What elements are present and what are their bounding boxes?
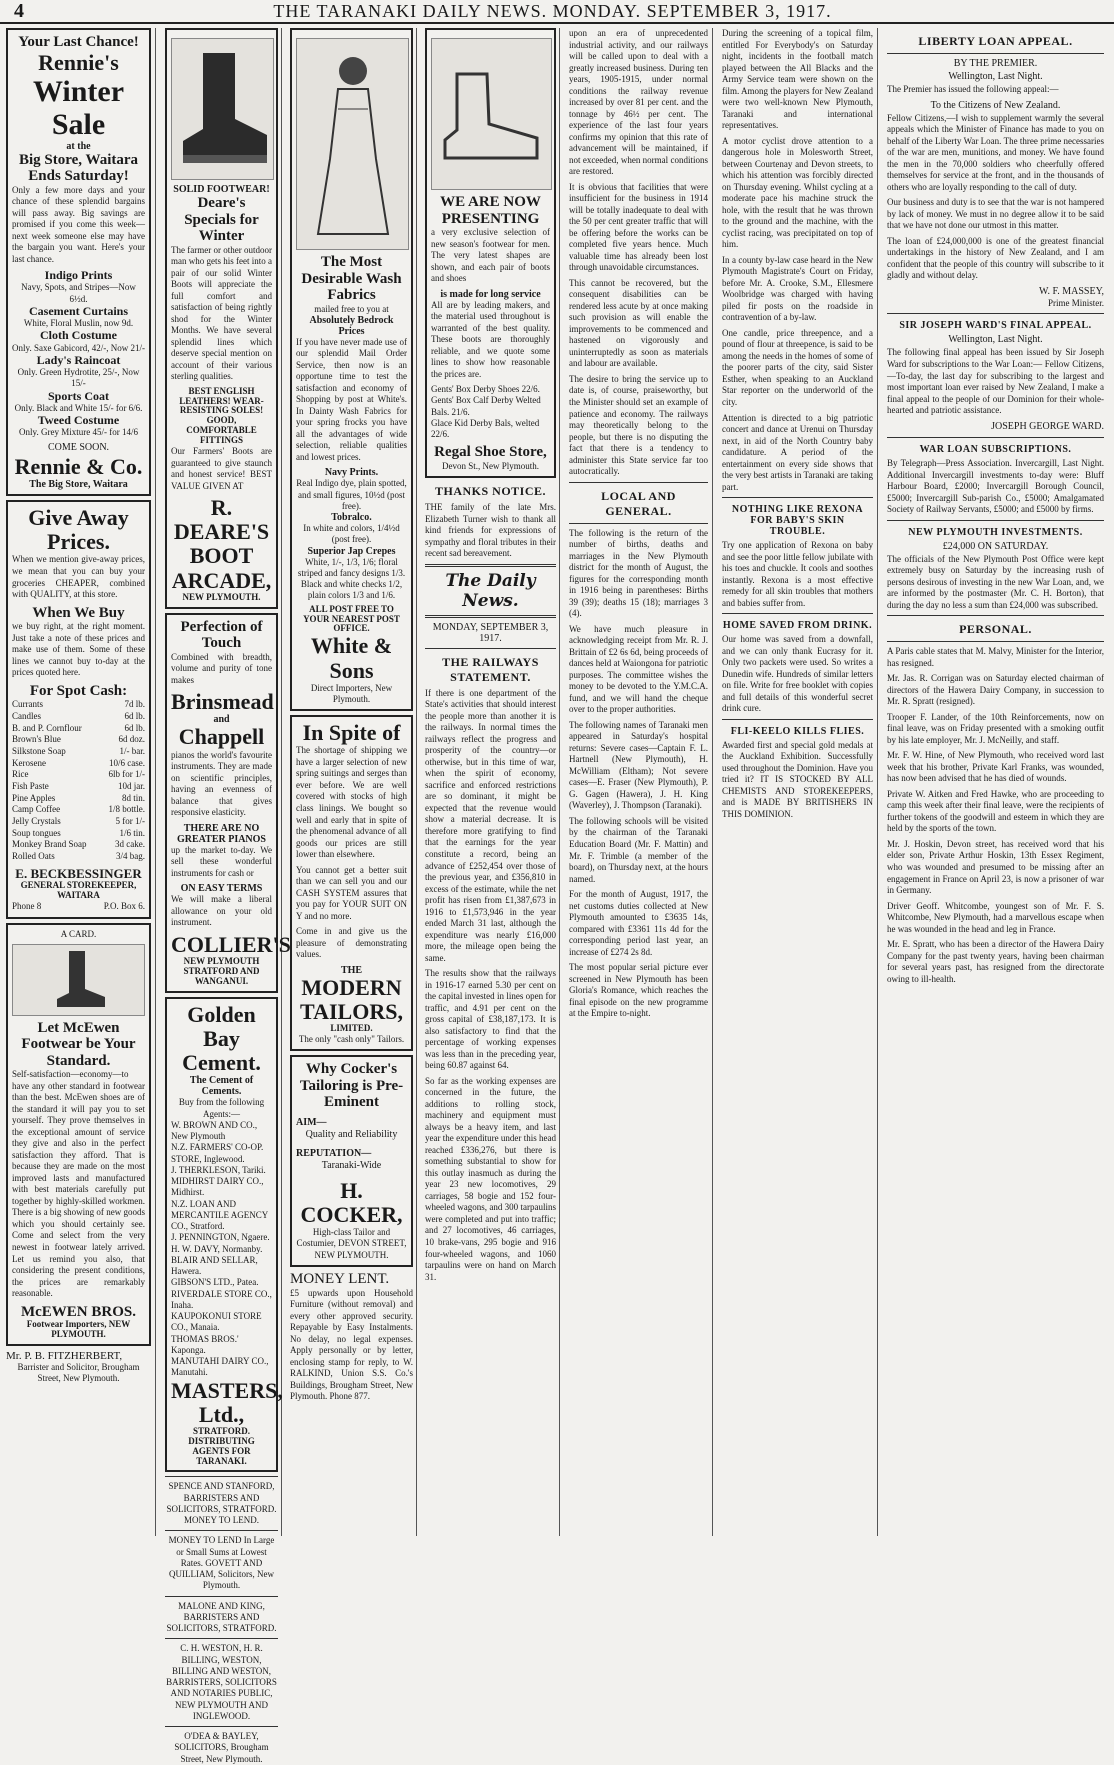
ward-signature: JOSEPH GEORGE WARD. [991,420,1104,432]
boot-illustration [12,944,145,1016]
np-body: The officials of the New Plymouth Post Office were kept extremely busy on Saturday by the increasing rush of persons desirous of investing in the new War Loan, and, we are informed by the postmaster (Mr. C. H. Borton), that during the day no less a sum than £24,000 was subscribed. [887,553,1104,610]
inspite-invite: Come in and give us the pleasure of demonstrating values. [296,926,407,960]
railways-paragraph: So far as the working expenses are concerned in the future, the additions to rolling stock, machinery and equipment must always be a heavy item, and last year the expenditure under this head reached £336,276, but there is something substantial to show for this outlay inasmuch as during the year 23 new locomotives, 29 carriages, 58 bogie and 152 four-wheeled wagons, and 300 tarpaulins were completed and put into traffic; and 27 locomotives, 46 carriages, 10 brake-vans, 295 bogie and 916 four-wheeled wagons, and 1060 tarpaulins were on hand on March 31. [425,1075,556,1282]
chappell-brand: Chappell [178,724,265,750]
subs-body: By Telegraph—Press Association. Invercargill, Last Night. Additional Invercargill investments to-day were: Bluff Harbour Board, £2000; Invercargill Borough Council, £5000; Invercargill Sub-parish Co., £5000; Amalgamated Society of Railway Servants, £5000; and £5000 by firms. [887,458,1104,515]
modern-tailors-ltd: LIMITED. [330,1023,373,1034]
column-7 [883,28,1108,1536]
white-firm: White & Sons [310,633,393,683]
white-sons-ad [290,28,413,711]
column-6 [718,28,878,1536]
cocker-firm: H. COCKER, [300,1177,403,1227]
woman-figure-icon [308,49,398,239]
mcewen-firm: McEWEN BROS. [20,1303,136,1320]
inspite-the: THE [340,964,363,976]
agent-item: RIVERDALE STORE CO., Inaha. [171,1288,272,1310]
regal-made: is made for long service [440,288,541,300]
regal-price: Gents' Box Derby Shoes 22/6. [431,384,540,395]
newspaper-nameplate: The Daily News. [445,570,536,611]
flies-headline: FLI-KEELO KILLS FLIES. [730,725,865,737]
rennie-item-detail: Only. Saxe Gabicord, 42/-, Now 21/- [12,342,145,353]
collier-market: up the market to-day. We sell these wonderful instruments for cash or [171,844,272,878]
rennie-ends: Ends Saturday! [28,168,129,185]
collier-terms: ON EASY TERMS [180,883,263,895]
price-row: Pine Apples 8d tin. [12,792,145,803]
railways-continued: This cannot be recovered, but the consequent disabilities can be rendered less acute by at once making such provision as will enable the improvements to be commenced and hastened on vigorously and uninterruptedly as soon as materials and labour are available. [569,277,708,369]
rennie-item-name: Indigo Prints [44,268,113,283]
beck-headline: Give Away Prices. [28,505,129,555]
fitzherbert-card-sub: Barrister and Solicitor, Brougham Street, New Plymouth. [17,1361,140,1384]
mcewen-headline: Let McEwen Footwear be Your Standard. [21,1019,136,1069]
rennie-intro: Only a few more days and your chance of these splendid bargains will pass away. Big savings are promised if you come this week—next week someone else may have the bargain you want. Here's your last chance. [12,184,145,264]
white-item-name: Navy Prints. [324,467,379,479]
cement-firm-sub: STRATFORD. DISTRIBUTING AGENTS FOR TARANAKI. [188,1425,255,1466]
agent-item: KAUPOKONUI STORE CO., Manaia. [171,1311,262,1333]
beck-when: When We Buy [32,604,125,621]
rennie-coming-soon: COME SOON. [47,442,110,454]
local-paragraph: The following is the return of the number of births, deaths and marriages in the New Plymouth district for the month of August, the figures for the corresponding month in 1916 being in parentheses: Births 39 (39); deaths 15 (18); marriages 3 (4). [569,527,708,619]
personal-paragraph: Mr. J. Hoskin, Devon street, has received word that his elder son, Private Arthur Hoskin, 13th Essex Regiment, who was wounded and presumed to be missing after an engagement in France on April 23, is now a prisoner of war in Germany. [887,838,1104,896]
brinsmead-brand: Brinsmead [171,689,274,715]
cocker-rep-text: Taranaki-Wide [321,1160,382,1172]
railways-continued: upon an era of unprecedented industrial activity, and our railways will be called upon to deal with a greatly increased business. During ten years, 1905-1915, under normal conditions the railway revenue increased by over 81 per cent. and the tonnage by 46½ per cent. The experience of the last four years confirms my opinion that this rate of advancement will be maintained, if not exceeded, when normal conditions are restored. [569,28,708,177]
beck-firm: E. BECKBESSINGER [15,865,142,881]
personal-paragraph: A Paris cable states that M. Malvy, Minister for the Interior, has resigned. [887,646,1104,668]
beck-contact: Phone 8 P.O. Box 6. [12,900,145,911]
boot-icon [49,949,109,1011]
regal-body: a very exclusive selection of new season's footwear for men. The very latest shapes are shown, and each pair of boots and shoes [431,227,550,284]
mcewen-ad [6,923,151,1346]
white-sub: mailed free to you at [314,303,389,314]
beck-firm-sub: GENERAL STOREKEEPER, WAITARA [20,880,137,900]
white-body: If you have never made use of our splendid Mail Order Service, then now is an opportune time to test the satisfaction and economy of Shopping by post at White's. In Dainty Wash Fabrics for your spring frocks you have all the advantages of wide selection, reliable qualities and lowest prices. [296,336,407,462]
column-2 [162,28,291,1764]
local-paragraph: We have much pleasure in acknowledging receipt from Mr. R. J. Brittain of £2 6s 6d, being proceeds of dances held at Waiongona for patriotic purposes. The committee wishes the money to be devoted to the Y.M.C.A. fund, and we will hand the cheque over to the proper authorities. [569,623,708,715]
local-paragraph: The following schools will be visited by the chairman of the Taranaki Education Board (Mr. F. Mattin) and Mr. F. Trimble (a member of the board), on Thursday next, at the hours named. [569,815,708,884]
rennie-item-detail: Only. Green Hydrotite, 25/-, Now 15/- [17,367,140,389]
shoe-illustration [431,38,552,190]
agent-item: GIBSON'S LTD., Patea. [171,1277,259,1288]
collier-firm: COLLIER'S [171,931,291,957]
railways-continued: The desire to bring the service up to date is, of course, praiseworthy, but the Minister should set an example of patience and economy. The railways may theoretically belong to the people, but there is no disputing the fact that there is a tendency to administer this State service far too autocratically. [569,373,708,477]
cocker-firm-sub: High-class Tailor and Costumier, DEVON STREET, NEW PLYMOUTH. [296,1227,407,1260]
beckbessinger-ad [6,500,151,918]
white-item-detail: In white and colors, 1/4½d (post free). [303,523,400,545]
deare-footer: Our Farmers' Boots are guaranteed to give staunch and honest service! BEST VALUE GIVEN AT [171,446,272,491]
personal-headline: PERSONAL. [959,622,1032,637]
regal-ad [425,28,556,478]
deare-body: The farmer or other outdoor man who gets his feet into a pair of our solid Winter Boots will appreciate the full comfort and satisfaction of being rightly shod for the Winter Months. We have several splendid lines which deserve special mention on account of their various sterling qualities. [171,244,272,382]
personal-paragraph: Mr. E. Spratt, who has been a director of the Hawera Dairy Company for the past twenty years, having been chairman for several years past, has resigned from the directorate owing to ill-health. [887,939,1104,984]
price-row: Soup tongues 1/6 tin. [12,827,145,838]
professional-card: O'DEA & BAYLEY, SOLICITORS, Brougham Street, New Plymouth. [174,1731,269,1764]
price-row: Brown's Blue 6d doz. [12,734,145,745]
price-row: Camp Coffee 1/8 bottle. [12,804,145,815]
agent-item: N.Z. LOAN AND MERCANTILE AGENCY CO., Stratford. [171,1198,268,1232]
mcewen-card: A CARD. [60,928,97,939]
page-number: 4 [14,0,25,22]
news-paragraph: During the screening of a topical film, entitled For Everybody's on Saturday night, incidents in the football match played between the All Blacks and the Army Service team were shown on the film. Among the players for New Zealand were two well-known New Plymouth, Taranaki and international representatives. [722,28,873,131]
beck-spot: For Spot Cash: [29,682,128,699]
subs-headline: WAR LOAN SUBSCRIPTIONS. [919,444,1072,456]
modern-tailors-sub: The only "cash only" Tailors. [298,1033,405,1044]
news-paragraph: One candle, price threepence, and a pound of flour at threepence, is said to be among the needs in the homes of some of the poorer parts of the city, said Sister Esther, when speaking to an Auckland Star reporter on the underworld of the city. [722,327,873,407]
railways-continued: It is obvious that facilities that were insufficient for the business in 1914 will be totally inadequate to deal with the 50 per cent greater traffic that will be offering before the works can be completed five years hence. Much valuable time has already been lost through unavoidable circumstances. [569,181,708,273]
local-paragraph: For the month of August, 1917, the net customs duties collected at New Plymouth amounted to £3635 14s, compared with £3361 11s 4d for the corresponding period last year, an increase of £274 2s 8d. [569,889,708,957]
rennie-item-detail: White, Floral Muslin, now 9d. [23,318,134,329]
deare-ad [165,28,278,609]
cement-buy: Buy from the following Agents:— [178,1097,265,1119]
collier-intro: Combined with breadth, volume and purity of tone makes [171,651,272,685]
agent-item: J. THERKLESON, Tariki. [171,1164,266,1175]
loan-dateline: Wellington, Last Night. [948,71,1043,82]
rennie-item-detail: Only. Grey Mixture 45/- for 14/6 [19,427,138,438]
railways-paragraph: The results show that the railways in 1916-17 earned 5.30 per cent on the capital invested in lines open for traffic, and 4.91 per cent on the gross capital of £38,187,173. It is also satisfactory to find that the percentage of working expenses was less than in the preceding year, being 60.87 against 64. [425,968,556,1071]
agent-item: BLAIR AND SELLAR, Hawera. [171,1254,258,1277]
collier-ad [165,613,291,993]
deare-list: BEST ENGLISH LEATHERS! WEAR-RESISTING SOLES! GOOD, COMFORTABLE FITTINGS [179,385,264,446]
white-item-detail: White, 1/-, 1/3, 1/6; floral striped and fancy designs 1/3. Black and white checks 1/2, plain colors 1/3 and 1/6. [297,556,406,601]
loan-headline: LIBERTY LOAN APPEAL. [918,34,1073,48]
price-row: B. and P. Cornflour 6d lb. [12,722,145,733]
rennie-item-detail: Only. Black and White 15/- for 6/6. [14,402,143,413]
deare-firm: R. DEARE'S BOOT ARCADE, [171,495,272,593]
agent-item: W. BROWN AND CO., New Plymouth [171,1119,258,1142]
mcewen-body: Self-satisfaction—economy—to have any other standard in footwear than the best. McEwen shoes are of the standard it will pay you to set yourself. They prove themselves in the exceptional amount of service they give and also in the perfect satisfaction they afford. That is because they are made on the most improved lasts and manufactured with best materials carefully put together by highly-skilled workmen. There is a big showing of new goods which you should certainly see. Come and select from the very newest in footwear lately arrived. Let us remind you also, that considering the present conditions, the prices are remarkably reasonable. [12,1069,145,1299]
cement-sub: The Cement of Cements. [189,1075,254,1098]
loan-intro: The Premier has issued the following appeal:— [887,84,1059,94]
loan-paragraph: Our business and duty is to see that the war is not hampered by lack of money. We must in no degree allow it to be said that we have not done our utmost in this matter. [887,197,1104,231]
agent-item: H. W. DAVY, Normanby. [171,1243,263,1254]
mcewen-firm-sub: Footwear Importers, NEW PLYMOUTH. [26,1319,131,1339]
personal-paragraph: Mr. Jas. R. Corrigan was on Saturday elected chairman of directors of the Hawera Dairy Company, in succession to Mr. R. Spratt (resigned). [887,673,1104,707]
np-sub: £24,000 ON SATURDAY. [942,540,1049,552]
work-boot-icon [173,49,273,169]
rennie-item-name: Tweed Costume [37,412,120,427]
professional-card: MALONE AND KING, BARRISTERS AND SOLICITORS, STRATFORD. [166,1600,277,1634]
rennie-ad [6,28,151,496]
rennie-firm-sub: The Big Store, Waitara [29,479,128,491]
editorial-dateline: MONDAY, SEPTEMBER 3, 1917. [432,621,549,644]
regal-firm: Regal Shoe Store, [434,444,547,461]
rennie-item-detail: Navy, Spots, and Stripes—Now 6½d. [21,282,136,304]
beck-price-list [12,699,145,863]
collier-allowance: We will make a liberal allowance on your old instrument. [171,894,272,928]
drink-body: Our home was saved from a downfall, and we can only thank Eucrasy for it. Only two packets were used. So writes a Dunedin wife. Hundreds of similar letters on file. Write for free booklet with copies and full details of this wonderful secret drink cure. [722,634,873,714]
railways-headline: THE RAILWAYS STATEMENT. [442,654,539,684]
price-row: Rice 6lb for 1/- [12,769,145,780]
cocker-headline: Why Cocker's Tailoring is Pre-Eminent [299,1061,404,1111]
cocker-rep: REPUTATION— [296,1147,372,1159]
regal-headline: WE ARE NOW PRESENTING [440,194,541,227]
price-row: Kerosene 10/6 case. [12,757,145,768]
rennie-item-name: Cloth Costume [40,328,117,343]
loan-address: To the Citizens of New Zealand. [930,99,1061,111]
thanks-headline: THANKS NOTICE. [434,484,547,499]
rennie-item-name: Sports Coat [47,388,109,403]
inspite-body: The shortage of shipping we have a larger selection of new spring suitings and serges than ever before. We are well covered with stocks of high class linings. We bought so well and early that in spite of the phenomenal advance of all goods our prices are still lower than elsewhere. [296,745,407,860]
cocker-aim-text: Quality and Reliability [305,1129,398,1141]
thanks-body: THE family of the late Mrs. Elizabeth Turner wish to thank all kind friends for expressions of sympathy and floral tributes in their recent sad bereavement. [425,502,556,559]
agent-item: MANUTAHI DAIRY CO., Manutahi. [171,1356,269,1378]
price-row: Jelly Crystals 5 for 1/- [12,816,145,826]
loan-paragraph: The loan of £24,000,000 is one of the greatest financial undertakings in the history of New Zealand, and I am confident that the people of this country will subscribe to it gladly and without delay. [887,235,1104,281]
price-row: Silkstone Soap 1/- bar. [12,745,145,756]
rennie-item-name: Casement Curtains [29,303,128,318]
local-general-headline: LOCAL AND GENERAL. [601,488,676,518]
agent-item: J. PENNINGTON, Ngaere. [171,1232,270,1243]
loan-signature: W. F. MASSEY, [1038,285,1104,297]
personal-paragraph: Mr. F. W. Hine, of New Plymouth, who received word last week that his brother, Private Karl Franks, was wounded, has now been advised that he has died of wounds. [887,750,1104,784]
collier-firm-sub: NEW PLYMOUTH STRATFORD AND WANGANUI. [183,956,260,986]
local-paragraph: The following names of Taranaki men appeared in Saturday's hospital returns: Severe cases—Captain F. L. Hartnell (New Plymouth), H. McWilliam (Eltham); Not severe cases—E. Fraser (New Plymouth), P. G. Gagen (Hawera), J. H. King (Waverley), J. Thompson (Taranaki). [569,719,708,811]
boot-illustration [171,38,274,180]
cocker-ad [290,1055,413,1267]
deare-label: SOLID FOOTWEAR! [173,184,270,195]
collier-no-increase: THERE ARE NO GREATER PIANOS [177,822,266,845]
rennie-item-name: Lady's Raincoat [36,352,121,367]
masthead-title: THE TARANAKI DAILY NEWS. MONDAY. SEPTEMBER 3, 1917. [273,0,832,21]
regal-firm-sub: Devon St., New Plymouth. [441,460,539,471]
rennie-brand: Rennie's [38,49,119,75]
inspite-cannot: You cannot get a better suit than we can sell you and our CASH SYSTEM assures that you pay for YOUR SUIT ON Y and no more. [296,864,407,921]
regal-price: Glace Kid Derby Bals, welted 22/6. [431,417,540,440]
price-row: Currants 7d lb. [12,699,145,710]
white-firm-sub: Direct Importers, New Plymouth. [310,682,393,704]
local-paragraph: The most popular serial picture ever screened in New Plymouth has been Gloria's Romance, which reaches the final episode on the new programme at the Empire to-night. [569,962,708,1019]
column-4 [422,28,560,1536]
column-5 [565,28,713,1536]
ward-dateline: Wellington, Last Night. [948,334,1043,346]
shoe-icon [437,54,547,174]
inspite-headline: In Spite of [302,720,401,746]
price-row: Candles 6d lb. [12,710,145,721]
rexona-headline: NOTHING LIKE REXONA FOR BABY'S SKIN TROUBLE. [731,504,864,538]
collier-headline: Perfection of Touch [180,618,263,652]
modern-tailors-firm: MODERN TAILORS, [300,974,403,1024]
loan-paragraph: Fellow Citizens,—I wish to supplement warmly the several appeals which the Minister of Finance has made to you on behalf of the Liberty War Loan. The three prime necessaries of the war are men, munitions, and money. We have found the men in the 70,000 soldiers who cheerfully offered themselves for service at the front, and in the thousands of others who are loyally responding to the call of duty. [887,112,1104,192]
price-row: Fish Paste 10d jar. [12,780,145,791]
railways-paragraph: If there is one department of the State's activities that should interest the people more than another it is the railways. In normal times the railways reflect the progress and prosperity of the country—or otherwise, but in this time of war, when the spirit of economy, sacrifice and enforced restrictions are so dominant, it might be expected that the revenue would show a material decrease. It is therefore more gratifying to find that the earnings for the year constitute a record, being an advance of £252,454 over those of the previous year, and £356,810 in excess of the estimate, while the net profit has risen from £1,387,673 in 1916 to £1,573,946 in the year ended March 31 last, although the expenditure was nearly £16,000 more, the mileage open being the same. [425,687,556,963]
price-row: Rolled Oats 3/4 bag. [12,851,145,862]
regal-body2: All are by leading makers, and the material used throughout is warranted of the best quality. These boots are thoroughly reliable, and we quote some lines to show how reasonable the prices are. [431,299,550,379]
brand-and: and [213,714,230,726]
deare-firm-sub: NEW PLYMOUTH. [182,591,261,602]
regal-price: Gents' Box Calf Derby Welted Bals. 21/6. [431,395,541,417]
np-headline: NEW PLYMOUTH INVESTMENTS. [908,526,1083,538]
fitzherbert-card: Mr. P. B. FITZHERBERT, [6,1349,123,1362]
collier-body: pianos the world's favourite instruments. They are made on scientific principles, having an evenness of balance that gives responsive elasticity. [171,749,272,818]
rennie-store: Big Store, Waitara [18,151,139,168]
cement-headline: Golden Bay Cement. [182,1001,261,1076]
money-lent-headline: MONEY LENT. [290,1270,390,1287]
white-item-name: Tobralco. [331,512,372,524]
cement-firm: MASTERS, Ltd., [171,1377,283,1427]
white-postfree: ALL POST FREE TO YOUR NEAREST POST OFFICE. [303,603,400,634]
drink-headline: HOME SAVED FROM DRINK. [722,620,873,632]
column-1 [6,28,156,1536]
loan-by: BY THE PREMIER. [953,58,1038,69]
personal-paragraph: Driver Geoff. Whitcombe, youngest son of Mr. F. S. Whitcombe, New Plymouth, had a marvellous escape when he was wounded in the head and leg in France. [887,900,1104,934]
masthead [0,0,1114,24]
ward-headline: SIR JOSEPH WARD'S FINAL APPEAL. [899,320,1092,332]
modern-tailors-ad [290,715,413,1051]
white-headline: The Most Desirable Wash Fabrics [301,254,402,303]
rennie-tagline: Your Last Chance! [18,34,139,50]
news-paragraph: In a county by-law case heard in the New Plymouth Magistrate's Court on Friday, before Mr. A. Crooke, S.M., Ellesmere Woolbridge was charged with having piled fir posts on the roadside in contravention of a by-law. [722,254,873,323]
flies-body: Awarded first and special gold medals at the Auckland Exhibition. Successfully used throughout the Dominion. Have you tried it? IT IS STOCKED BY ALL CHEMISTS AND STOREKEEPERS, and is MADE BY BRITISHERS IN THIS DOMINION. [722,739,873,819]
white-item-detail: Real Indigo dye, plain spotted, and small figures, 10½d (post free). [296,478,407,511]
loan-sig-title: Prime Minister. [1048,298,1104,309]
rexona-body: Try one application of Rexona on baby and see the poor little fellow jubilate with his toes and chuckle. It cools and soothes instantly. Rexona is a most effective remedy for all skin troubles that mothers and babies suffer from. [722,540,873,608]
personal-paragraph: Trooper F. Lander, of the 10th Reinforcements, now on final leave, was on Friday presented with a smoking outfit by his late employer, Mr. J. McNeilly, and staff. [887,711,1104,745]
agent-item: N.Z. FARMERS' CO-OP. STORE, Inglewood. [171,1142,264,1164]
personal-paragraph: Private W. Aitken and Fred Hawke, who are proceeding to camp this week after their final leave, were the recipients of further tokens of the goodwill and esteem in which they are held by the sports of the town. [887,788,1104,834]
cement-ad [165,997,283,1473]
rennie-items [12,269,145,438]
rennie-firm: Rennie & Co. [14,453,143,479]
cocker-aim: AIM— [296,1116,327,1128]
news-paragraph: Attention is directed to a big patriotic concert and dance at Urenui on Thursday next, in aid of the North Country baby candidature. A period of the entertainment on every side shows that the very best artists in Taranaki are taking part. [722,412,873,492]
deare-headline: Deare's Specials for Winter [184,195,259,244]
professional-card: SPENCE AND STANFORD, BARRISTERS AND SOLICITORS, STRATFORD. MONEY TO LEND. [166,1481,277,1526]
beck-lead: When we mention give-away prices, we mean that you can buy your groceries CHEAPER, combined with QUALITY, at this store. [12,554,145,600]
white-item-name: Superior Jap Crepes [307,545,396,557]
beck-when-text: we buy right, at the right moment. Just take a note of these prices and make use of them. Some of these lines we cannot buy to-day at the prices quoted here. [12,621,145,678]
column-3 [287,28,417,1536]
rennie-sale: Winter Sale [32,74,125,141]
lady-illustration [296,38,409,250]
price-row: Monkey Brand Soap 3d cake. [12,839,145,850]
ward-body: The following final appeal has been issued by Sir Joseph Ward for subscriptions to the War Loan:— Fellow Citizens,—To-day, the last day for subscribing to the largest and most important loan ever raised by New Zealand, I make a final appeal to the people of our Dominion for their whole-hearted and patriotic assistance. [887,347,1104,416]
money-lent-body: £5 upwards upon Household Furniture (without removal) and every other approved security. Repayable by Easy Instalments. No delay, no legal expenses. Apply personally or by letter, enclosing stamp for reply, to W. RALKIND, Union S.S. Co.'s Buildings, Brougham Street, New Plymouth. Phone 877. [290,1287,413,1402]
news-paragraph: A motor cyclist drove attention to a dangerous hole in Molesworth Street, between Courtenay and Devon streets, to which his attention was forcibly directed on Thursday evening. Whilst cycling at a moderate pace his machine struck the hole, with the result that he was thrown to the ground and the machine, with the cyclist racing, was precipitated on top of him. [722,135,873,250]
professional-card: C. H. WESTON, H. R. BILLING, WESTON, BILLING AND WESTON, BARRISTERS, SOLICITORS AND NOTARIES PUBLIC, NEW PLYMOUTH AND INGLEWOOD. [166,1643,277,1721]
agent-item: THOMAS BROS.' Kaponga. [171,1333,239,1355]
professional-card: MONEY TO LEND In Large or Small Sums at Lowest Rates. GOVETT AND QUILLIAM, Solicitors, New Plymouth. [168,1535,275,1591]
rennie-at: at the [66,140,91,152]
white-prices: Absolutely Bedrock Prices [309,314,394,337]
agent-item: MIDHIRST DAIRY CO., Midhirst. [171,1176,264,1198]
